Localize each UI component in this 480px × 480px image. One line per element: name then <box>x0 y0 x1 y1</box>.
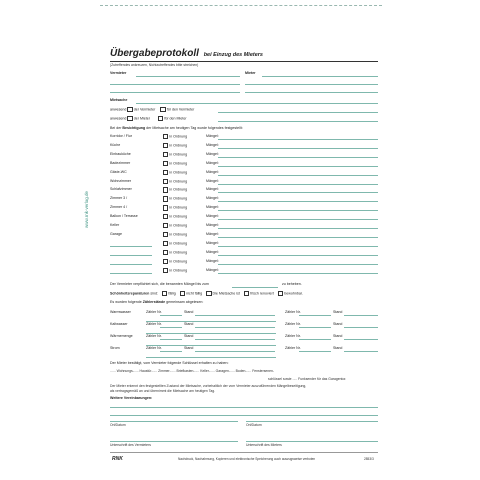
room-label: Badezimmer <box>110 160 131 165</box>
defects-line[interactable] <box>218 139 378 140</box>
ok-option <box>163 268 187 273</box>
ok-label: in Ordnung <box>169 268 188 273</box>
room-label: Keller <box>110 223 120 227</box>
room-label: Korridor / Flur <box>110 134 132 138</box>
defects-label: Mängel: <box>206 240 219 245</box>
room-label: Gäste-WC <box>110 169 127 174</box>
checkbox-in-ordnung[interactable] <box>163 214 168 219</box>
room-name-line[interactable] <box>110 273 152 274</box>
defects-label: Mängel: <box>206 231 219 236</box>
ok-option <box>163 205 187 210</box>
signature-line-landlord[interactable] <box>110 441 238 442</box>
stand-line[interactable] <box>195 351 275 352</box>
keys-tail: schlüssel sowie ..... Funksender für das Garagentor. <box>268 377 347 381</box>
place-date-line-landlord[interactable] <box>110 421 238 422</box>
zaehler-line-2[interactable] <box>299 327 331 328</box>
room-label: Balkon / Terrasse <box>110 214 138 219</box>
vermieter-line-2[interactable] <box>110 84 240 85</box>
room-row <box>110 268 378 274</box>
label-vermieter: Vermieter <box>110 71 127 75</box>
stand-label-2: Stand <box>333 346 343 350</box>
zaehler-line[interactable] <box>160 351 182 352</box>
defects-line[interactable] <box>218 192 378 193</box>
keys-condition-row <box>110 291 303 296</box>
room-row <box>110 250 378 256</box>
defects-label: Mängel: <box>206 196 219 201</box>
label-mieter: Mieter <box>245 71 256 75</box>
anwesend-row-1 <box>110 107 194 112</box>
room-row <box>110 179 378 185</box>
subtitle-text: bei Einzug des Mieters <box>203 52 263 58</box>
acknowledgement-1: Der Mieter erkennt den festgestellten Zustand der Mietsache, vorbehaltlich der vom Vermieter auszuführenden Mängelbeseitigung, <box>110 384 307 388</box>
fuer-vermieter-line[interactable] <box>218 112 378 113</box>
checkbox-bewohnbar[interactable] <box>278 291 283 296</box>
room-row <box>110 196 378 202</box>
keys-sind: sind: <box>150 291 158 296</box>
meter-label: Kaltwasser <box>110 322 128 326</box>
defects-label: Mängel: <box>206 214 219 219</box>
defects-line[interactable] <box>218 255 378 256</box>
ok-label: in Ordnung <box>169 250 188 255</box>
room-label: Garage <box>110 231 122 236</box>
place-date-line-tenant[interactable] <box>246 421 378 422</box>
zaehler-label-2: Zähler Nr. <box>285 310 301 314</box>
defects-line[interactable] <box>218 273 378 274</box>
checkbox-in-ordnung[interactable] <box>163 250 168 255</box>
keys-received-line: Der Mieter bestätigt, vom Vermieter folgende Schlüssel erhalten zu haben: <box>110 361 229 365</box>
checkbox-in-ordnung[interactable] <box>163 223 168 228</box>
zaehler-line[interactable] <box>160 339 182 340</box>
room-row <box>110 223 378 229</box>
further-heading: Weitere Vereinbarungen: <box>110 396 153 400</box>
room-name-line[interactable] <box>110 255 152 256</box>
ok-option <box>163 170 187 175</box>
der-mieter-label: der Mieter <box>133 116 150 121</box>
checkbox-in-ordnung[interactable] <box>163 152 168 157</box>
zaehler-line-2[interactable] <box>299 339 331 340</box>
ok-label: in Ordnung <box>169 196 188 201</box>
ok-label: in Ordnung <box>169 259 188 264</box>
mieter-line-3[interactable] <box>245 92 378 93</box>
title-text: Übergabeprotokoll <box>110 48 199 59</box>
room-row <box>110 152 378 158</box>
defects-label: Mängel: <box>206 160 219 165</box>
checkbox-der-vermieter[interactable] <box>127 107 132 112</box>
room-name-line[interactable] <box>110 264 152 265</box>
defects-label: Mängel: <box>206 151 219 156</box>
zaehler-label: Zähler Nr. <box>146 310 162 314</box>
meter-label: Warmwasser <box>110 310 131 314</box>
meter-row <box>110 334 378 340</box>
meter-row <box>110 346 378 352</box>
repair-post: zu beheben. <box>282 282 302 286</box>
ok-option <box>163 196 187 201</box>
signature-line-tenant[interactable] <box>246 441 378 442</box>
room-row <box>110 134 378 140</box>
stand-label: Stand <box>184 310 194 314</box>
keys-items: ...... Wohnungs-..... Haustür-..... Zimmer-..... Briefkasten-..... Keller-..... Garagen-..... Boden-..... Fenstersenen- <box>110 369 275 373</box>
mietsache-ist-label: Die Mietsache ist <box>212 291 240 296</box>
room-label: Zimmer 4 / <box>110 205 128 210</box>
checkbox-nicht-faellig[interactable] <box>180 291 185 296</box>
meter-second-line[interactable] <box>146 357 276 358</box>
meters-lead: Es wurden folgende <box>110 300 142 304</box>
place-date-label-1: Ort/Datum <box>110 423 126 427</box>
checkbox-in-ordnung[interactable] <box>163 205 168 210</box>
ok-option <box>163 241 187 246</box>
ok-label: in Ordnung <box>169 161 188 166</box>
room-row <box>110 161 378 167</box>
der-vermieter-label: der Vermieter <box>133 107 156 112</box>
checkbox-in-ordnung[interactable] <box>163 134 168 139</box>
stand-line-2[interactable] <box>344 339 378 340</box>
mieter-line[interactable] <box>262 76 378 77</box>
defects-line[interactable] <box>218 228 378 229</box>
ok-option <box>163 250 187 255</box>
defects-label: Mängel: <box>206 187 219 192</box>
checkbox-frisch-renoviert[interactable] <box>244 291 249 296</box>
room-row <box>110 241 378 247</box>
stand-line[interactable] <box>195 327 275 328</box>
further-line-1[interactable] <box>110 407 378 408</box>
ok-label: in Ordnung <box>169 143 188 148</box>
ok-option <box>163 179 187 184</box>
room-label: Schlafzimmer <box>110 187 132 192</box>
zaehler-label: Zähler Nr. <box>146 322 162 326</box>
stand-label-2: Stand <box>333 322 343 326</box>
meters-heading <box>110 300 203 304</box>
ok-label: in Ordnung <box>169 179 188 184</box>
defects-line[interactable] <box>218 148 378 149</box>
besichtigung-lead: Bei der <box>110 126 122 130</box>
defects-label: Mängel: <box>206 223 219 227</box>
stand-label-2: Stand <box>333 310 343 314</box>
stand-label: Stand <box>184 334 194 338</box>
defects-label: Mängel: <box>206 249 219 254</box>
room-row <box>110 187 378 193</box>
besichtigung-bold: Besichtigung <box>122 126 146 130</box>
defects-label: Mängel: <box>206 142 219 147</box>
room-name-line[interactable] <box>110 246 152 247</box>
stand-line[interactable] <box>195 339 275 340</box>
vermieter-line[interactable] <box>136 76 240 77</box>
defects-line[interactable] <box>218 201 378 202</box>
ok-option <box>163 223 187 228</box>
zaehler-line[interactable] <box>160 315 182 316</box>
stand-label-2: Stand <box>333 334 343 338</box>
defects-line[interactable] <box>218 166 378 167</box>
ok-option <box>163 214 187 219</box>
checkbox-in-ordnung[interactable] <box>163 170 168 175</box>
room-row <box>110 259 378 265</box>
repair-date-line[interactable] <box>232 287 278 288</box>
publisher-logo: RNK <box>112 456 123 462</box>
further-line-2[interactable] <box>110 415 378 416</box>
ok-label: in Ordnung <box>169 241 188 246</box>
stand-line-2[interactable] <box>344 327 378 328</box>
zaehler-label-2: Zähler Nr. <box>285 346 301 350</box>
signature-label-tenant: Unterschrift des Mieters <box>246 443 282 447</box>
meter-row <box>110 310 378 316</box>
ok-option <box>163 161 187 166</box>
defects-line[interactable] <box>218 219 378 220</box>
defects-label: Mängel: <box>206 258 219 263</box>
room-row <box>110 143 378 149</box>
room-label: Küche <box>110 142 121 147</box>
fuer-mieter-line[interactable] <box>218 121 378 122</box>
ok-option <box>163 187 187 192</box>
acknowledgement-2: als vertragsgemäß an und übernimmt die Mietsache am heutigen Tag. <box>110 389 216 393</box>
defects-line[interactable] <box>218 184 378 185</box>
checkbox-mietsache[interactable] <box>206 291 211 296</box>
meter-row <box>110 322 378 328</box>
signature-label-landlord: Unterschrift des Vermieters <box>110 443 151 447</box>
fuer-vermieter-label: für den Vermieter <box>166 107 195 112</box>
ok-label: in Ordnung <box>169 223 188 228</box>
meters-bold: Zählerstände <box>142 300 166 304</box>
meter-label: Wärmemenge <box>110 334 133 338</box>
repair-text <box>110 282 209 286</box>
cut-line <box>100 5 382 6</box>
checkbox-in-ordnung[interactable] <box>163 241 168 246</box>
form-code: 2853/3 <box>364 457 374 461</box>
stand-line-2[interactable] <box>344 315 378 316</box>
defects-label: Mängel: <box>206 169 219 174</box>
ok-option <box>163 134 187 139</box>
room-row <box>110 214 378 220</box>
ok-option <box>163 152 187 157</box>
fuer-mieter-label: für den Mieter <box>164 116 187 121</box>
meter-label: Strom <box>110 346 120 350</box>
stand-label: Stand <box>184 322 194 326</box>
defects-line[interactable] <box>218 246 378 247</box>
checkbox-in-ordnung[interactable] <box>163 161 168 166</box>
mietsache-line[interactable] <box>136 103 378 104</box>
ok-option <box>163 259 187 264</box>
page-title <box>110 48 263 59</box>
checkbox-der-mieter[interactable] <box>127 116 132 121</box>
title-rule <box>110 61 378 62</box>
checkbox-fuer-mieter[interactable] <box>158 116 163 121</box>
defects-label: Mängel: <box>206 134 219 138</box>
besichtigung-rest: der Mietsache am heutigen Tag wurde folgendes festgestellt: <box>146 126 243 130</box>
checkbox-in-ordnung[interactable] <box>163 268 168 273</box>
keys-label: Schönheitsreparaturen <box>110 291 150 296</box>
room-row <box>110 170 378 176</box>
defects-label: Mängel: <box>206 267 219 272</box>
mietsache-heading: Mietsache <box>110 98 128 102</box>
defects-label: Mängel: <box>206 205 219 210</box>
mieter-line-2[interactable] <box>245 84 378 85</box>
defects-label: Mängel: <box>206 178 219 183</box>
room-row <box>110 232 378 238</box>
room-label: Wohnzimmer <box>110 178 132 183</box>
publisher-url: www.rnk-verlag.de <box>84 190 89 228</box>
anwesend-label: anwesend <box>110 107 127 112</box>
ok-label: in Ordnung <box>169 214 188 219</box>
anwesend-label-2: anwesend <box>110 116 127 121</box>
defects-line[interactable] <box>218 237 378 238</box>
vermieter-line-3[interactable] <box>110 92 240 93</box>
zaehler-line[interactable] <box>160 327 182 328</box>
meters-rest: gemeinsam abgelesen: <box>166 300 204 304</box>
zaehler-label: Zähler Nr. <box>146 334 162 338</box>
stand-line[interactable] <box>195 315 275 316</box>
footer-rule <box>110 452 378 453</box>
defects-line[interactable] <box>218 157 378 158</box>
zaehler-label-2: Zähler Nr. <box>285 322 301 326</box>
checkbox-in-ordnung[interactable] <box>163 259 168 264</box>
bewohnbar-label: bewohnbar. <box>284 291 303 296</box>
besichtigung-text <box>110 126 243 130</box>
ok-label: in Ordnung <box>169 152 188 157</box>
ok-option <box>163 143 187 148</box>
anwesend-row-2 <box>110 116 187 121</box>
room-row <box>110 205 378 211</box>
ok-option <box>163 232 187 237</box>
checkbox-in-ordnung[interactable] <box>163 232 168 237</box>
repair-pre: Der Vermieter verpflichtet sich, die benannten Mängel bis zum <box>110 282 209 286</box>
ok-label: in Ordnung <box>169 232 188 237</box>
ok-label: in Ordnung <box>169 170 188 175</box>
zaehler-label: Zähler Nr. <box>146 346 162 350</box>
room-label: Zimmer 3 / <box>110 196 128 201</box>
checkbox-fuer-vermieter[interactable] <box>160 107 165 112</box>
checkbox-faellig[interactable] <box>162 291 167 296</box>
ok-label: in Ordnung <box>169 188 188 193</box>
stand-label: Stand <box>184 346 194 350</box>
copyright-text: Nachdruck, Nachahmung, Kopieren und elektronische Speicherung auch auszugsweise verboten <box>178 457 316 461</box>
checkbox-in-ordnung[interactable] <box>163 196 168 201</box>
place-date-label-2: Ort/Datum <box>246 423 262 427</box>
defects-line[interactable] <box>218 175 378 176</box>
nicht-faellig-label: nicht fällig <box>186 291 203 296</box>
zaehler-line-2[interactable] <box>299 315 331 316</box>
room-label: Einbauküche <box>110 151 131 156</box>
ok-label: in Ordnung <box>169 205 188 210</box>
ok-label: in Ordnung <box>169 134 188 139</box>
stand-line-2[interactable] <box>344 351 378 352</box>
instruction-note: (Zutreffendes ankreuzen, Nichtzutreffendes bitte streichen) <box>110 63 199 67</box>
zaehler-line-2[interactable] <box>299 351 331 352</box>
faellig-label: fällig <box>168 291 176 296</box>
zaehler-label-2: Zähler Nr. <box>285 334 301 338</box>
defects-line[interactable] <box>218 264 378 265</box>
checkbox-in-ordnung[interactable] <box>163 179 168 184</box>
frisch-renoviert-label: frisch renoviert <box>250 291 274 296</box>
defects-line[interactable] <box>218 210 378 211</box>
checkbox-in-ordnung[interactable] <box>163 143 168 148</box>
checkbox-in-ordnung[interactable] <box>163 187 168 192</box>
